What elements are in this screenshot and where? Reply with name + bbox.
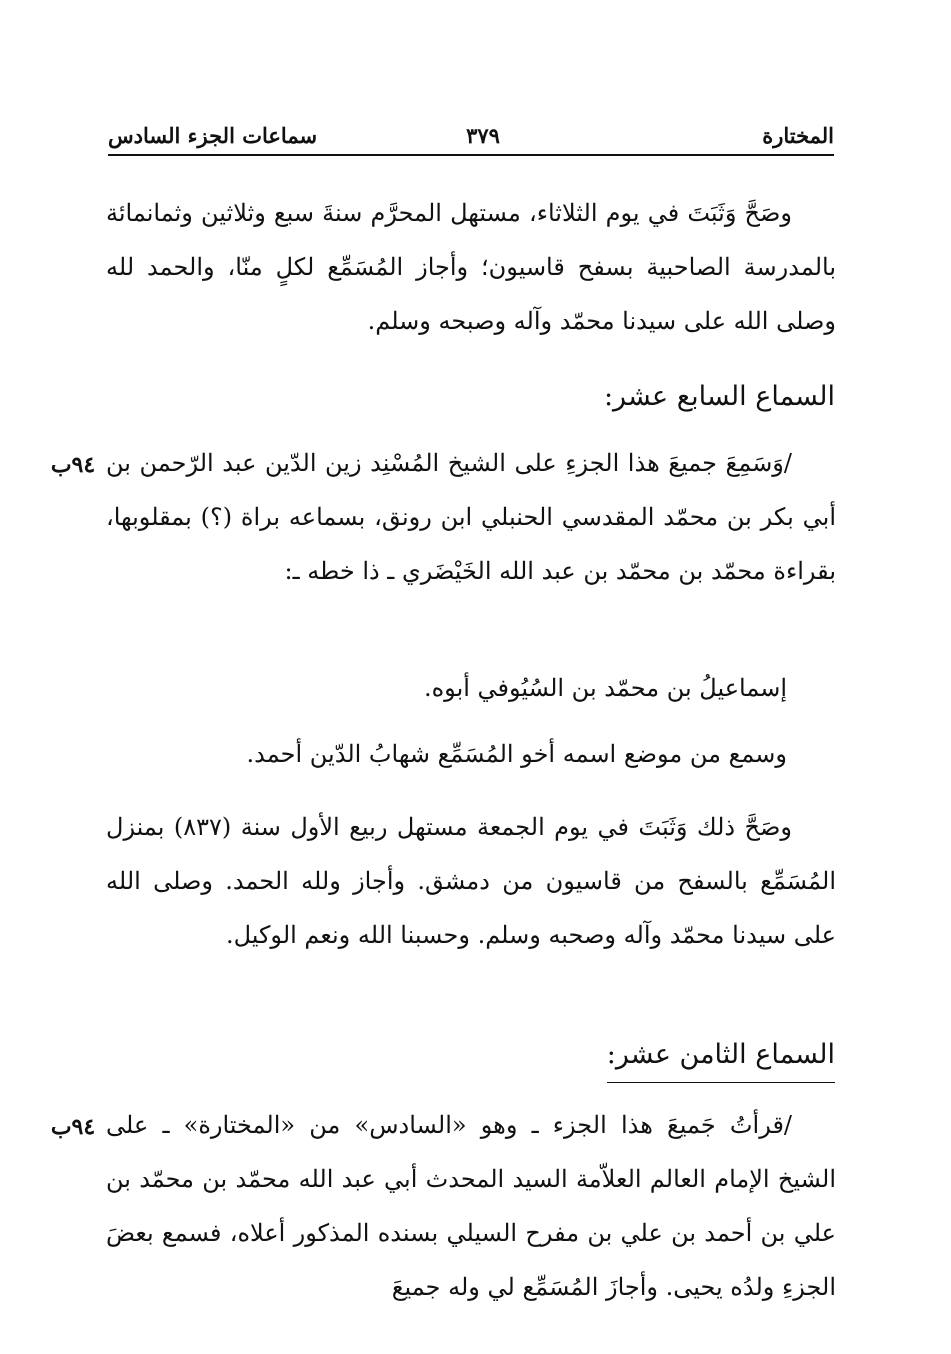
header-section-title: سماعات الجزء السادس: [108, 123, 318, 148]
folio-marker-2: ٩٤ب: [50, 1114, 96, 1140]
heading-audition-18: السماع الثامن عشر:: [607, 1030, 835, 1083]
running-header: [108, 116, 834, 156]
paragraph-closing-16: وصَحَّ وَثَبَتَ في يوم الثلاثاء، مستهل المحرَّم سنةَ سبع وثلاثين وثمانمائة بالمدرسة الصاحبية بسفح قاسيون؛ وأجاز المُسَمِّع لكلٍ منّا، والحمد لله وصلى الله على سيدنا محمّد وآله وصبحه وسلم.: [106, 199, 836, 335]
folio-marker-1: ٩٤ب: [50, 452, 96, 478]
header-book-title: المختارة: [762, 123, 834, 148]
paragraph-audition-17: /وَسَمِعَ جميعَ هذا الجزءِ على الشيخ المُسْنِد زين الدّين عبد الرّحمن بن أبي بكر بن محمّد المقدسي الحنبلي ابن رونق، بسماعه براة (؟) بمقلوبها، بقراءة محمّد بن محمّد بن عبد الله الخَيْضَري ـ ذا خطه ـ:: [106, 449, 837, 585]
attendee-brother: وسمع من موضع اسمه أخو المُسَمِّع شهابُ الدّين أحمد.: [246, 740, 787, 768]
paragraph-closing-17: وصَحَّ ذلك وَثَبَتَ في يوم الجمعة مستهل ربيع الأول سنة (٨٣٧) بمنزل المُسَمِّع بالسفح من قاسيون من دمشق. وأجاز ولله الحمد. وصلى الله على سيدنا محمّد وآله وصحبه وسلم. وحسبنا الله ونعم الوكيل.: [106, 813, 836, 949]
heading-audition-17: السماع السابع عشر:: [603, 381, 835, 412]
attendee-ismail: إسماعيلُ بن محمّد بن السُيُوفي أبوه.: [423, 674, 787, 702]
paragraph-audition-18: /قرأتُ جَميعَ هذا الجزء ـ وهو «السادس» من «المختارة» ـ على الشيخ الإمام العالم العلاّمة السيد المحدث أبي عبد الله محمّد بن محمّد بن علي بن أحمد بن علي بن مفرح السيلي بسنده المذكور أعلاه، فسمع بعضَ الجزءِ ولدُه يحيى. وأجازَ المُسَمِّع لي وله جميعَ: [106, 1111, 836, 1301]
page-number: ٣٧٩: [466, 123, 500, 148]
